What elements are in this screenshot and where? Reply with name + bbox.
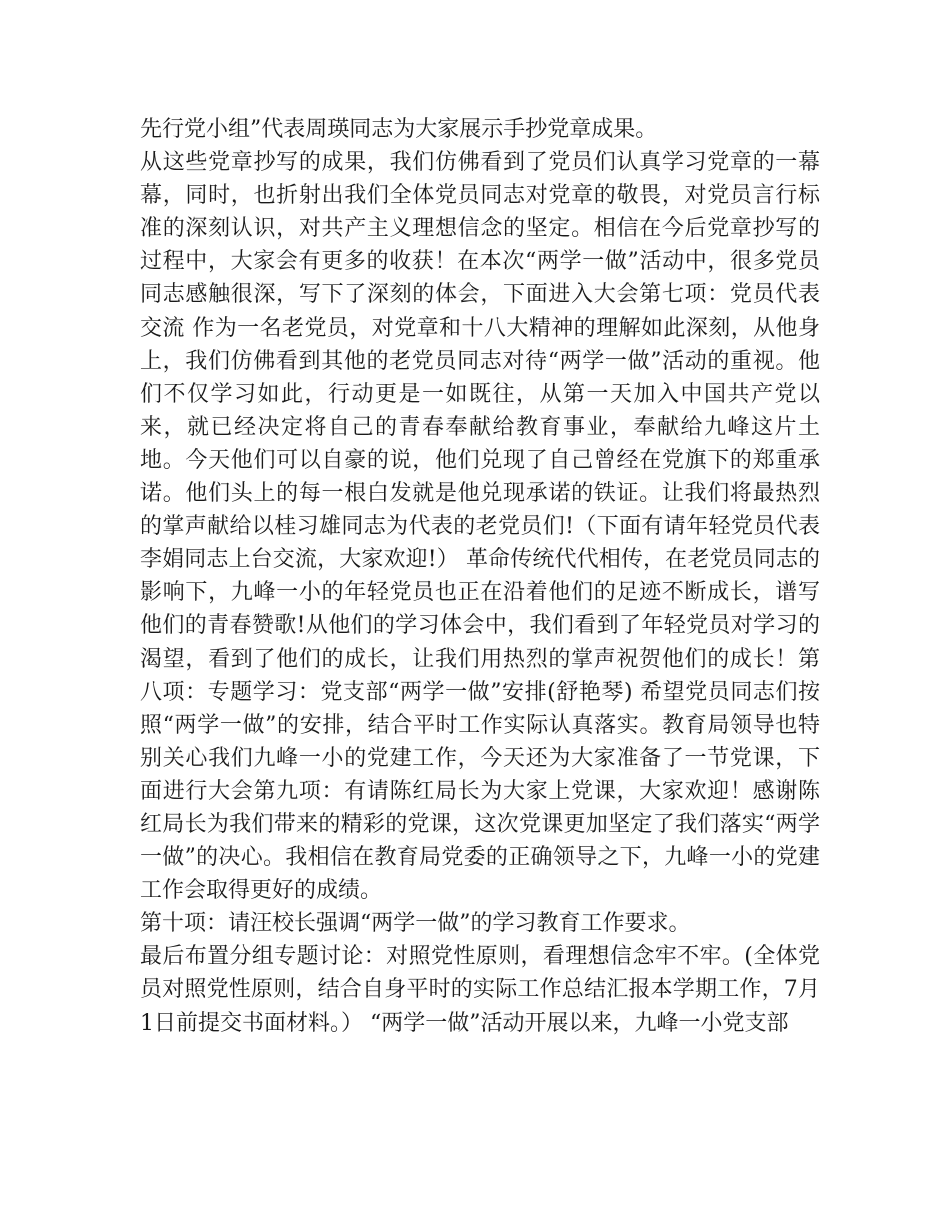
paragraph-1: 先行党小组”代表周瑛同志为大家展示手抄党章成果。 [140, 117, 658, 142]
paragraph-4: 最后布置分组专题讨论：对照党性原则，看理想信念牢不牢。(全体党员对照党性原则，结合自身平时的实际工作总结汇报本学期工作，7月1日前提交书面材料。） “两学一做”活动开展以来，九峰一小党支部 [140, 944, 820, 1036]
paragraph-3: 第十项：请汪校长强调“两学一做”的学习教育工作要求。 [140, 911, 691, 937]
document-body [140, 113, 820, 1040]
paragraph-2: 从这些党章抄写的成果，我们仿佛看到了党员们认真学习党章的一幕幕，同时，也折射出我们全体党员同志对党章的敬畏，对党员言行标准的深刻认识，对共产主义理想信念的坚定。相信在今后党章抄写的过程中，大家会有更多的收获！在本次“两学一做”活动中，很多党员同志感触很深，写下了深刻的体会，下面进入大会第七项：党员代表交流 作为一名老党员，对党章和十八大精神的理解如此深刻，从他身上，我们仿佛看到其他的老党员同志对待“两学一做”活动的重视。他们不仅学习如此，行动更是一如既往，从第一天加入中国共产党以来，就已经决定将自己的青春奉献给教育事业，奉献给九峰这片土地。今天他们可以自豪的说，他们兑现了自己曾经在党旗下的郑重承诺。他们头上的每一根白发就是他兑现承诺的铁证。让我们将最热烈的掌声献给以桂习雄同志为代表的老党员们!（下面有请年轻党员代表李娟同志上台交流，大家欢迎!） 革命传统代代相传，在老党员同志的影响下，九峰一小的年轻党员也正在沿着他们的足迹不断成长，谱写他们的青春赞歌!从他们的学习体会中，我们看到了年轻党员对学习的渴望，看到了他们的成长，让我们用热烈的掌声祝贺他们的成长！第八项：专题学习：党支部“两学一做”安排(舒艳琴) 希望党员同志们按照“两学一做”的安排，结合平时工作实际认真落实。教育局领导也特别关心我们九峰一小的党建工作，今天还为大家准备了一节党课，下面进行大会第九项：有请陈红局长为大家上党课，大家欢迎！感谢陈红局长为我们带来的精彩的党课，这次党课更加坚定了我们落实“两学一做”的决心。我相信在教育局党委的正确领导之下，九峰一小的党建工作会取得更好的成绩。 [140, 150, 820, 904]
